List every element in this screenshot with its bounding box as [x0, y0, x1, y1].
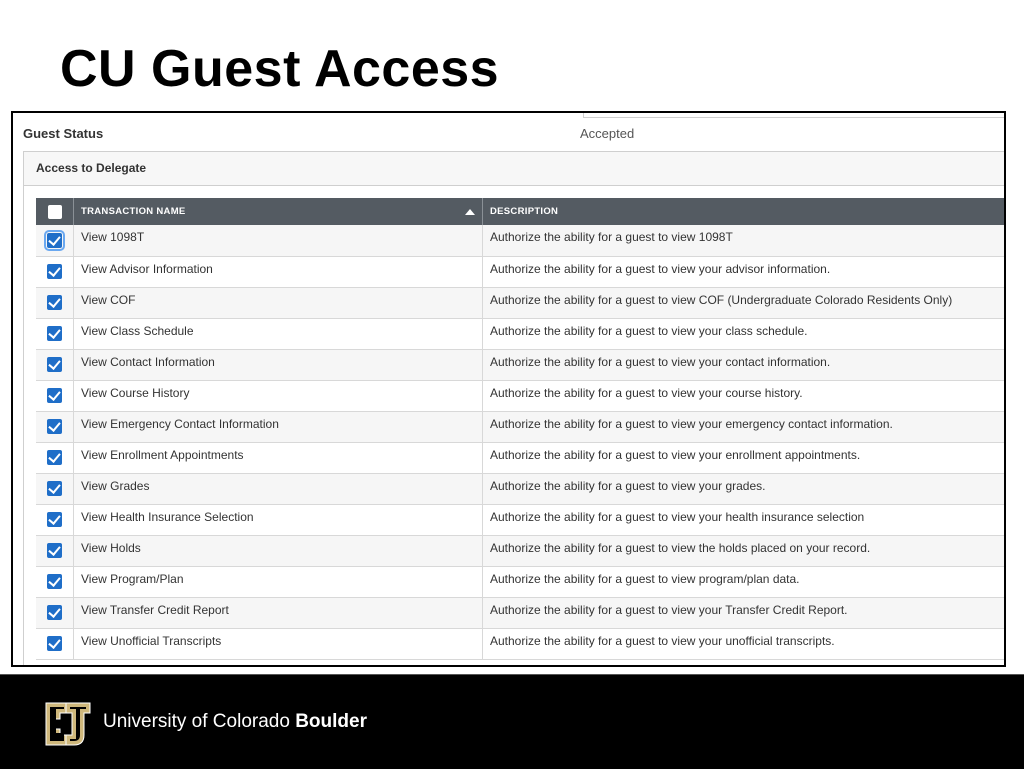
- transaction-name-cell: View COF: [74, 287, 483, 318]
- sort-ascending-icon[interactable]: [465, 209, 475, 215]
- table-row[interactable]: [36, 225, 1006, 256]
- guest-status-value: Accepted: [580, 126, 635, 141]
- table-row[interactable]: [36, 256, 1006, 287]
- slide-title: CU Guest Access: [60, 40, 500, 98]
- row-checkbox[interactable]: [47, 233, 62, 248]
- row-select-cell: [36, 318, 74, 349]
- description-cell: Authorize the ability for a guest to view your unofficial transcripts.: [483, 628, 1007, 659]
- row-select-cell: [36, 442, 74, 473]
- table-row[interactable]: [36, 287, 1006, 318]
- description-cell: Authorize the ability for a guest to view your emergency contact information.: [483, 411, 1007, 442]
- description-header[interactable]: DESCRIPTION: [483, 198, 1007, 225]
- transaction-name-cell: View Contact Information: [74, 349, 483, 380]
- description-cell: Authorize the ability for a guest to view your class schedule.: [483, 318, 1007, 349]
- guest-status-label: Guest Status: [23, 126, 104, 141]
- description-cell: Authorize the ability for a guest to view your enrollment appointments.: [483, 442, 1007, 473]
- transaction-name-cell: View Course History: [74, 380, 483, 411]
- screenshot-frame: [11, 111, 1006, 667]
- table-row[interactable]: [36, 442, 1006, 473]
- row-checkbox[interactable]: [47, 481, 62, 496]
- row-checkbox[interactable]: [47, 574, 62, 589]
- row-select-cell: [36, 535, 74, 566]
- table-row[interactable]: [36, 597, 1006, 628]
- description-cell: Authorize the ability for a guest to view 1098T: [483, 225, 1007, 256]
- row-checkbox[interactable]: [47, 605, 62, 620]
- row-checkbox[interactable]: [47, 295, 62, 310]
- row-checkbox[interactable]: [47, 636, 62, 651]
- row-select-cell: [36, 566, 74, 597]
- transaction-name-header-label: TRANSACTION NAME: [81, 206, 186, 217]
- description-cell: Authorize the ability for a guest to view your Transfer Credit Report.: [483, 597, 1007, 628]
- footer-bar: [0, 674, 1024, 769]
- table-header-row: [36, 198, 1006, 225]
- top-divider: [583, 113, 1004, 118]
- description-cell: Authorize the ability for a guest to view your health insurance selection: [483, 504, 1007, 535]
- university-name: University of Colorado: [103, 711, 290, 732]
- row-select-cell: [36, 287, 74, 318]
- university-wordmark: [103, 711, 367, 733]
- cu-logo-icon: [42, 699, 94, 749]
- table-row[interactable]: [36, 318, 1006, 349]
- description-cell: Authorize the ability for a guest to view your contact information.: [483, 349, 1007, 380]
- row-select-cell: [36, 349, 74, 380]
- transaction-name-cell: View Advisor Information: [74, 256, 483, 287]
- description-cell: Authorize the ability for a guest to view COF (Undergraduate Colorado Residents Only): [483, 287, 1007, 318]
- row-select-cell: [36, 473, 74, 504]
- transaction-name-cell: View Health Insurance Selection: [74, 504, 483, 535]
- description-cell: Authorize the ability for a guest to view your advisor information.: [483, 256, 1007, 287]
- table-row[interactable]: [36, 535, 1006, 566]
- row-select-cell: [36, 380, 74, 411]
- row-select-cell: [36, 504, 74, 535]
- table-row[interactable]: [36, 628, 1006, 659]
- row-checkbox[interactable]: [47, 512, 62, 527]
- transaction-name-cell: View Holds: [74, 535, 483, 566]
- table-row[interactable]: [36, 380, 1006, 411]
- row-checkbox[interactable]: [47, 543, 62, 558]
- table-row[interactable]: [36, 349, 1006, 380]
- campus-name: Boulder: [295, 711, 367, 732]
- row-select-cell: [36, 597, 74, 628]
- select-all-checkbox[interactable]: [48, 205, 62, 219]
- table-row[interactable]: [36, 411, 1006, 442]
- description-cell: Authorize the ability for a guest to view your course history.: [483, 380, 1007, 411]
- transaction-name-header[interactable]: [74, 198, 483, 225]
- table-row[interactable]: [36, 504, 1006, 535]
- table-row[interactable]: [36, 566, 1006, 597]
- transaction-name-cell: View Program/Plan: [74, 566, 483, 597]
- row-checkbox[interactable]: [47, 450, 62, 465]
- transactions-table: [36, 198, 1006, 660]
- transaction-name-cell: View Transfer Credit Report: [74, 597, 483, 628]
- row-select-cell: [36, 256, 74, 287]
- row-select-cell: [36, 225, 74, 256]
- row-checkbox[interactable]: [47, 419, 62, 434]
- transaction-name-cell: View Unofficial Transcripts: [74, 628, 483, 659]
- row-checkbox[interactable]: [47, 357, 62, 372]
- transaction-name-cell: View Grades: [74, 473, 483, 504]
- description-cell: Authorize the ability for a guest to view your grades.: [483, 473, 1007, 504]
- description-cell: Authorize the ability for a guest to view the holds placed on your record.: [483, 535, 1007, 566]
- transaction-name-cell: View Enrollment Appointments: [74, 442, 483, 473]
- row-checkbox[interactable]: [47, 264, 62, 279]
- transaction-name-cell: View Class Schedule: [74, 318, 483, 349]
- transaction-name-cell: View 1098T: [74, 225, 483, 256]
- select-all-header[interactable]: [36, 198, 74, 225]
- row-checkbox[interactable]: [47, 326, 62, 341]
- table-row[interactable]: [36, 473, 1006, 504]
- row-select-cell: [36, 628, 74, 659]
- access-to-delegate-panel: [23, 151, 1006, 667]
- panel-header[interactable]: Access to Delegate: [24, 152, 1005, 186]
- description-cell: Authorize the ability for a guest to view program/plan data.: [483, 566, 1007, 597]
- row-select-cell: [36, 411, 74, 442]
- transaction-name-cell: View Emergency Contact Information: [74, 411, 483, 442]
- row-checkbox[interactable]: [47, 388, 62, 403]
